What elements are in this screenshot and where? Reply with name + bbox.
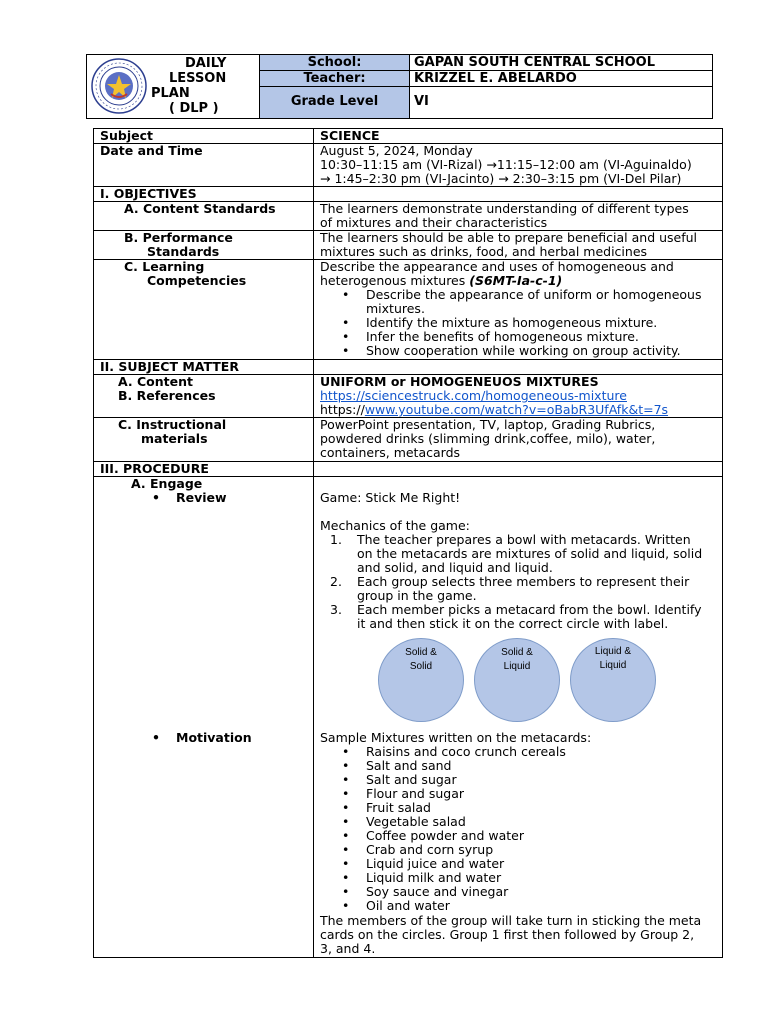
- dlp-title-line: LESSON: [169, 71, 227, 86]
- sample-mixture-item: • Flour and sugar: [366, 787, 464, 801]
- liquid-liquid-circle[interactable]: [570, 638, 656, 722]
- competency-bullet: • Describe the appearance of uniform or homogeneous: [366, 288, 701, 302]
- mechanic-number: 2.: [330, 574, 342, 589]
- school-value: GAPAN SOUTH CENTRAL SCHOOL: [410, 55, 712, 71]
- mechanics-title: Mechanics of the game:: [320, 518, 470, 533]
- content-value: UNIFORM or HOMOGENEUOS MIXTURES: [320, 374, 599, 389]
- content-label: A. Content: [118, 374, 193, 389]
- dlp-title-line: ( DLP ): [169, 101, 219, 116]
- mechanic-text: Each group selects three members to represent their: [357, 574, 690, 589]
- competency-bullet: • Show cooperation while working on group activity.: [366, 344, 681, 358]
- performance-standards-label: Standards: [147, 244, 220, 259]
- teacher-value: KRIZZEL E. ABELARDO: [410, 71, 712, 87]
- materials-text: containers, metacards: [320, 445, 461, 460]
- sample-mixture-item: • Fruit salad: [366, 801, 431, 815]
- competency-bullet: • Infer the benefits of homogeneous mixture.: [366, 330, 639, 344]
- mechanic-number: 1.: [330, 532, 342, 547]
- dlp-title-line: DAILY: [185, 56, 227, 71]
- teacher-label: Teacher:: [260, 71, 410, 87]
- circle-label-line: Solid &: [501, 647, 533, 658]
- circle-label-line: Liquid: [503, 661, 531, 672]
- content-standards-text: of mixtures and their characteristics: [320, 215, 548, 230]
- sample-mixture-item: • Crab and corn syrup: [366, 843, 493, 857]
- closing-text: 3, and 4.: [320, 941, 376, 956]
- closing-text: The members of the group will take turn in sticking the meta: [320, 913, 702, 928]
- subject-value: SCIENCE: [320, 128, 380, 143]
- schedule-line: → 1:45–2:30 pm (VI-Jacinto) → 2:30–3:15 pm (VI-Del Pilar): [320, 171, 682, 186]
- content-standards-text: The learners demonstrate understanding of different types: [320, 201, 689, 216]
- circle-label-line: Solid &: [405, 647, 437, 658]
- solid-solid-circle[interactable]: [378, 638, 464, 722]
- materials-text: powdered drinks (slimming drink,coffee, milo), water,: [320, 431, 656, 446]
- dlp-title-line: PLAN: [151, 86, 190, 101]
- sample-mixture-item: • Raisins and coco crunch cereals: [366, 745, 566, 759]
- sample-mixture-item: • Salt and sand: [366, 759, 451, 773]
- sample-mixture-item: • Salt and sugar: [366, 773, 457, 787]
- competency-text: heterogenous mixtures: [320, 273, 470, 288]
- reference-line: [320, 403, 668, 417]
- mechanic-number: 3.: [330, 602, 342, 617]
- references-label: B. References: [118, 388, 216, 403]
- content-standards-label: A. Content Standards: [124, 201, 276, 216]
- materials-label: materials: [141, 431, 208, 446]
- reference-link[interactable]: www.youtube.com/watch?v=oBabR3UfAfk&t=7s: [364, 402, 669, 417]
- school-label: School:: [260, 55, 410, 71]
- sample-mixture-item: • Liquid juice and water: [366, 857, 504, 871]
- mechanic-text: group in the game.: [357, 588, 477, 603]
- circle-label: [571, 645, 655, 673]
- column-divider: [313, 129, 314, 957]
- sample-mixtures-title: Sample Mixtures written on the metacards:: [320, 730, 592, 745]
- grade-level-value: VI: [414, 94, 429, 109]
- mechanic-text: Each member picks a metacard from the bowl. Identify: [357, 602, 702, 617]
- game-title: Game: Stick Me Right!: [320, 490, 461, 505]
- materials-label: C. Instructional: [118, 417, 227, 432]
- reference-link[interactable]: https://sciencestruck.com/homogeneous-mixture: [320, 388, 627, 403]
- closing-text: cards on the circles. Group 1 first then followed by Group 2,: [320, 927, 695, 942]
- objectives-heading: I. OBJECTIVES: [100, 186, 197, 201]
- circle-label: [379, 646, 463, 674]
- header-table: [86, 54, 713, 119]
- mechanic-text: it and then stick it on the correct circle with label.: [357, 616, 669, 631]
- circle-label-line: Liquid &: [594, 646, 632, 657]
- learning-competencies-label: C. Learning: [124, 259, 205, 274]
- performance-standards-label: B. Performance: [124, 230, 233, 245]
- learning-competencies-text: [320, 274, 562, 288]
- learning-competencies-label: Competencies: [147, 273, 247, 288]
- grade-level-label: Grade Level: [260, 87, 410, 118]
- subject-label: Subject: [100, 128, 153, 143]
- mechanic-text: on the metacards are mixtures of solid and liquid, solid: [357, 546, 703, 561]
- lesson-plan-table: [93, 128, 723, 958]
- mechanic-text: The teacher prepares a bowl with metacards. Written: [357, 532, 691, 547]
- sample-mixture-item: • Coffee powder and water: [366, 829, 524, 843]
- date-line: August 5, 2024, Monday: [320, 143, 473, 158]
- learning-competencies-text: Describe the appearance and uses of homogeneous and: [320, 259, 674, 274]
- solid-liquid-circle[interactable]: [474, 638, 560, 722]
- subject-matter-heading: II. SUBJECT MATTER: [100, 359, 239, 374]
- sample-mixture-item: • Liquid milk and water: [366, 871, 501, 885]
- performance-standards-text: mixtures such as drinks, food, and herbal medicines: [320, 244, 648, 259]
- date-time-label: Date and Time: [100, 143, 203, 158]
- review-label: • Review: [176, 491, 227, 505]
- mechanic-text: and solid, and liquid and liquid.: [357, 560, 553, 575]
- performance-standards-text: The learners should be able to prepare beneficial and useful: [320, 230, 698, 245]
- circle-label-line: Liquid: [599, 660, 627, 671]
- logo-title-cell: [87, 55, 260, 118]
- reference-prefix: https://: [320, 402, 365, 417]
- engage-label: A. Engage: [131, 476, 203, 491]
- competency-bullet-cont: mixtures.: [366, 301, 425, 316]
- procedure-heading: III. PROCEDURE: [100, 461, 209, 476]
- circle-label: [475, 646, 559, 674]
- competency-bullet: • Identify the mixture as homogeneous mixture.: [366, 316, 657, 330]
- sample-mixture-item: • Soy sauce and vinegar: [366, 885, 508, 899]
- sample-mixture-item: • Vegetable salad: [366, 815, 466, 829]
- deped-seal-icon: [91, 58, 147, 114]
- competency-code: (S6MT-Ia-c-1): [469, 273, 563, 288]
- circle-label-line: Solid: [409, 661, 433, 672]
- motivation-label: • Motivation: [176, 731, 252, 745]
- sample-mixture-item: • Oil and water: [366, 899, 450, 913]
- schedule-line: 10:30–11:15 am (VI-Rizal) →11:15–12:00 am (VI-Aguinaldo): [320, 157, 692, 172]
- materials-text: PowerPoint presentation, TV, laptop, Grading Rubrics,: [320, 417, 656, 432]
